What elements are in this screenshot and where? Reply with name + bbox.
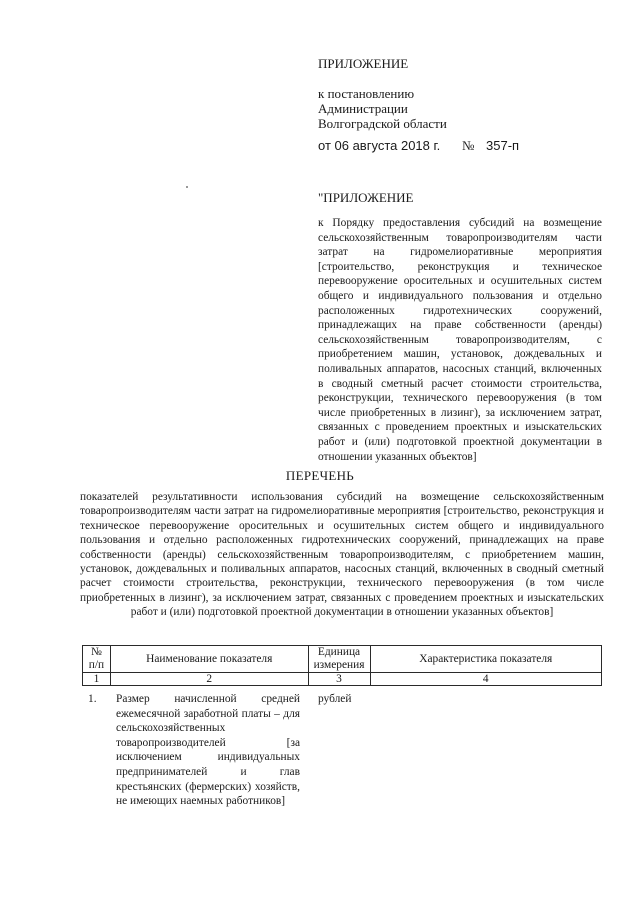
col-number-index: 1 <box>83 673 111 686</box>
header-line-region: Волгоградской области <box>318 116 447 131</box>
header-line-resolution: к постановлению <box>318 86 415 101</box>
header-date: от 06 августа 2018 г. <box>318 138 441 153</box>
header-number: 357-п <box>486 138 520 153</box>
col-unit-index: 3 <box>308 673 370 686</box>
table-header-row <box>83 646 602 673</box>
col-characteristic-index: 4 <box>370 673 602 686</box>
annex-title: "ПРИЛОЖЕНИЕ <box>318 190 414 205</box>
col-number-header: № п/п <box>83 646 111 673</box>
annex-block <box>318 190 602 464</box>
col-characteristic-header: Характеристика показателя <box>370 646 602 673</box>
indicators-table <box>82 645 602 686</box>
row1-number: 1. <box>88 693 97 705</box>
header-title: ПРИЛОЖЕНИЕ <box>318 56 409 71</box>
col-name-header: Наименование показателя <box>110 646 308 673</box>
col-unit-header: Единица измерения <box>308 646 370 673</box>
annex-text: к Порядку предоставления субсидий на возмещение сельскохозяйственным товаропроизводителям части затрат на гидромелиоративные мероприятия [строительство, реконструкция и техническое перевооружение оросительных и осушительных систем общего и индивидуального пользования и отдельно расположенных гидротехнических сооружений, принадлежащих на праве собственности (аренды) сельскохозяйственным товаропроизводителям, с приобретением машин, установок, дождевальных и поливальных аппаратов, насосных станций, включенных в сводный сметный расчет стоимости строительства, реконструкции, технического перевооружения (в том числе приобретенных в лизинг), за исключением затрат, связанных с проведением проектных и изыскательских работ и (или) подготовкой проектной документации в отношении указанных объектов] <box>318 217 602 463</box>
row1-indicator-name: Размер начисленной средней ежемесячной заработной платы – для сельскохозяйственных товаропроизводителей [за исключением индивидуальных предпринимателей и глав крестьянских (фермерских) хозяйств, не имеющих наемных работников] <box>116 693 300 808</box>
perechen-title: ПЕРЕЧЕНЬ <box>285 468 355 483</box>
perechen-text: показателей результативности использования субсидий на возмещение сельскохозяйственным товаропроизводителям части затрат на гидромелиоративные мероприятия [строительство, реконструкция и техническое перевооружение оросительных и осушительных систем общего и индивидуального пользования и отдельно расположенных гидротехнических сооружений, принадлежащих на праве собственности (аренды) сельскохозяйственным товаропроизводителям, с приобретением машин, установок, дождевальных и поливальных аппаратов, насосных станций, включенных в сводный сметный расчет стоимости строительства, реконструкции, технического перевооружения (в том числе приобретенных в лизинг), за исключением затрат, связанных с проведением проектных и изыскательских работ и (или) подготовкой проектной документации в отношении указанных объектов] <box>80 491 604 619</box>
header-line-administration: Администрации <box>318 101 408 116</box>
scan-speck <box>186 186 188 188</box>
header-number-sign: № <box>462 138 475 153</box>
table-numbering-row <box>83 673 602 686</box>
row1-unit: рублей <box>318 693 352 705</box>
col-name-index: 2 <box>110 673 308 686</box>
